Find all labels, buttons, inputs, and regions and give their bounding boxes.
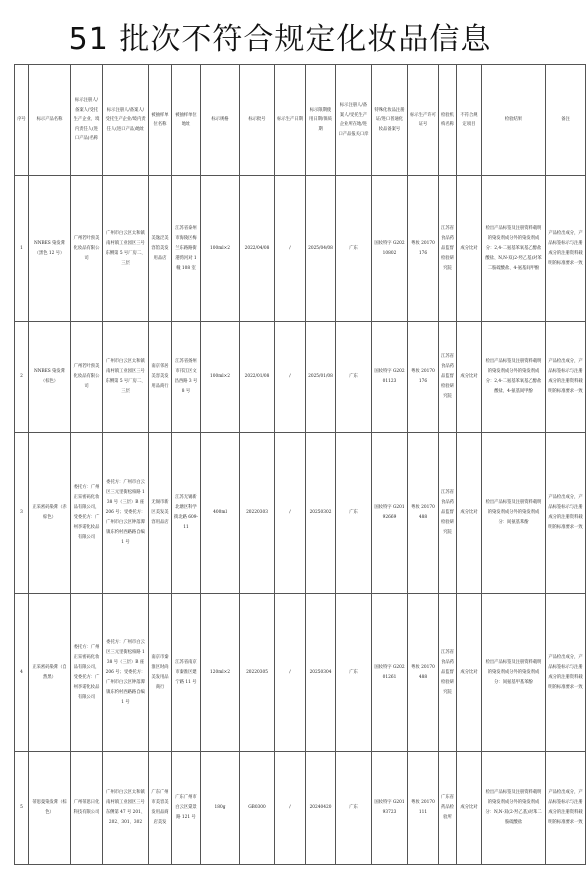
cell-result: 检出产品标签及注册资料载明的染发剂成分外的染发剂成分：2,4-二氨基苯氧基乙醇盐酸盐、4-氨基间甲酚 xyxy=(482,322,546,433)
cell-origin: 广东 xyxy=(336,176,372,322)
cell-company-address: 广州市白云区太和镇南村镇工业园区三号东侧第 5 号厂房二、三层 xyxy=(103,322,149,433)
cell-failed-item: 成分比对 xyxy=(457,752,482,865)
cell-lab: 江苏省食品药品监督检验研究院 xyxy=(439,433,457,594)
cell-failed-item: 成分比对 xyxy=(457,176,482,322)
cell-result: 检出产品标签及注册资料载明的染发剂成分外的染发剂成分：间氨基苯酚 xyxy=(482,433,546,594)
cell-lab: 江苏省食品药品监督检验研究院 xyxy=(439,594,457,752)
cell-license: 粤妆 20170488 xyxy=(408,594,439,752)
table-row xyxy=(15,322,586,433)
cell-sampled-address: 江苏省南京市秦淮区建宁路 11 号 xyxy=(172,594,201,752)
cell-batch: 2022/04/08 xyxy=(240,176,275,322)
cell-sampled-address: 江苏省泰州市海陵区梅兰东路路街港湾河对 1 幢 108 室 xyxy=(172,176,201,322)
cell-registration: 国妆特字 G20201123 xyxy=(372,322,408,433)
cell-license: 粤妆 20170111 xyxy=(408,752,439,865)
cell-sampled-unit: 无锡市新区美发美容用品店 xyxy=(149,433,172,594)
cell-result: 检出产品标签及注册资料载明的染发剂成分外的染发剂成分：N,N-双(2-羟乙基)对苯二胺硫酸盐 xyxy=(482,752,546,865)
table-row xyxy=(15,594,586,752)
cell-expiry: 20250302 xyxy=(306,433,336,594)
cell-product: 正采密码染膏（赤棕色） xyxy=(29,433,71,594)
cell-note: 产品检出成分，产品标签标示与注册成分的注册资料载明的标准要求一致 xyxy=(546,594,586,752)
cell-company-address: 委托方：广州市白云区三元里街松柏路 138 号（三层）B 座 206 号；受委托方：广州市白云区钟落潭镇东约村西路路自编 1 号 xyxy=(103,594,149,752)
cell-failed-item: 成分比对 xyxy=(457,322,482,433)
cell-expiry: 20250304 xyxy=(306,594,336,752)
cell-sampled-unit: 美逸泛美容馆美发用品店 xyxy=(149,176,172,322)
cell-expiry: 2025/01/08 xyxy=(306,322,336,433)
cell-batch: 20220305 xyxy=(240,594,275,752)
col-header: 特殊化妆品注册证/进口普通化妆品备案号 xyxy=(372,65,408,176)
table-row xyxy=(15,752,586,865)
cell-no: 2 xyxy=(15,322,29,433)
cell-license: 粤妆 20170488 xyxy=(408,433,439,594)
cell-result: 检出产品标签及注册资料载明的染发剂成分外的染发剂成分：间氨基甲基苯酚 xyxy=(482,594,546,752)
cell-note: 产品检出成分，产品标签标示与注册成分的注册资料载明的标准要求一致 xyxy=(546,433,586,594)
cell-sampled-address: 江苏省扬州市邗江区文昌西路 3 号 8 号 xyxy=(172,322,201,433)
cell-note: 产品检出成分，产品标签标示与注册成分的注册资料载明的标准要求一致 xyxy=(546,176,586,322)
col-header: 被抽样单位名称 xyxy=(149,65,172,176)
cell-sampled-address: 江苏无锡新北塘区科学街北路 609-11 xyxy=(172,433,201,594)
results-table xyxy=(14,64,586,865)
cell-no: 1 xyxy=(15,176,29,322)
col-header: 检验结果 xyxy=(482,65,546,176)
cell-company: 广州若叶预美化妆品有限公司 xyxy=(71,322,103,433)
cell-spec: 400ml xyxy=(201,433,240,594)
cell-company: 广州蒂思日化科技有限公司 xyxy=(71,752,103,865)
col-header: 序号 xyxy=(15,65,29,176)
col-header: 标示规格 xyxy=(201,65,240,176)
cell-registration: 国妆特字 G20192669 xyxy=(372,433,408,594)
cell-spec: 100ml×2 xyxy=(201,176,240,322)
cell-batch: 20220303 xyxy=(240,433,275,594)
cell-lab: 广东省药品检验所 xyxy=(439,752,457,865)
col-header: 标示注册人/备案人/受托生产企业所在地/进口产品报关口岸 xyxy=(336,65,372,176)
cell-company: 委托方：广州正采密码化妆品有限公司，受委托方：广州李诺化妆品有限公司 xyxy=(71,594,103,752)
cell-spec: 120ml×2 xyxy=(201,594,240,752)
cell-product: 正采密码染膏（自然黑） xyxy=(29,594,71,752)
cell-no: 3 xyxy=(15,433,29,594)
cell-lab: 江苏省食品药品监督检验研究院 xyxy=(439,176,457,322)
cell-license: 粤妆 20170176 xyxy=(408,176,439,322)
cell-production-date: / xyxy=(275,433,306,594)
col-header: 备注 xyxy=(546,65,586,176)
col-header: 标示批号 xyxy=(240,65,275,176)
col-header: 标示注册人/备案人/受托生产企业、境内责任人(进口产品)名称 xyxy=(71,65,103,176)
cell-note: 产品检出成分，产品标签标示与注册成分的注册资料载明的标准要求一致 xyxy=(546,752,586,865)
cell-product: NNBES 染发膏（棕色） xyxy=(29,322,71,433)
cell-batch: GB0300 xyxy=(240,752,275,865)
cell-no: 4 xyxy=(15,594,29,752)
cell-production-date: / xyxy=(275,594,306,752)
col-header: 标示产品名称 xyxy=(29,65,71,176)
table-row xyxy=(15,433,586,594)
cell-company-address: 广州市白云区太和镇南村镇工业园区三号东侧第 5 号厂房二、三层 xyxy=(103,176,149,322)
cell-sampled-unit: 南京市秦淮区时尚美发用品商行 xyxy=(149,594,172,752)
cell-spec: 100ml×2 xyxy=(201,322,240,433)
cell-company-address: 委托方：广州市白云区三元里街松柏路 138 号（三层）B 座 206 号；受委托方：广州市白云区钟落潭镇东约村西路路自编 1 号 xyxy=(103,433,149,594)
cell-company: 委托方：广州正采密码化妆品有限公司，受委托方：广州李诺化妆品有限公司 xyxy=(71,433,103,594)
cell-company: 广州若叶预美化妆品有限公司 xyxy=(71,176,103,322)
cell-lab: 江苏省食品药品监督检验研究院 xyxy=(439,322,457,433)
cell-expiry: 20240420 xyxy=(306,752,336,865)
cell-company-address: 广州市白云区太和镇南村镇工业园区三号东侧第 47 号 201、202、301、302 xyxy=(103,752,149,865)
cell-origin: 广东 xyxy=(336,594,372,752)
cell-production-date: / xyxy=(275,322,306,433)
cell-production-date: / xyxy=(275,176,306,322)
col-header: 检验机构名称 xyxy=(439,65,457,176)
cell-registration: 国妆特字 G20193723 xyxy=(372,752,408,865)
cell-origin: 广东 xyxy=(336,322,372,433)
cell-result: 检出产品标签及注册资料载明的染发剂成分外的染发剂成分：2,4-二氨基苯氧基乙醇盐酸盐、N,N-双(2-羟乙基)对苯二胺硫酸盐、4-氨基间甲酚 xyxy=(482,176,546,322)
col-header: 标示限期使用日期/保质期 xyxy=(306,65,336,176)
cell-expiry: 2025/04/08 xyxy=(306,176,336,322)
col-header: 标示注册人/备案人/受托生产企业/境内责任人(进口产品)地址 xyxy=(103,65,149,176)
cell-no: 5 xyxy=(15,752,29,865)
cell-registration: 国妆特字 G20201261 xyxy=(372,594,408,752)
cell-product: NNBES 染发膏（黑色 12 号） xyxy=(29,176,71,322)
cell-sampled-address: 广东广州市白云区棠景路 121 号 xyxy=(172,752,201,865)
cell-spec: 180g xyxy=(201,752,240,865)
cell-failed-item: 成分比对 xyxy=(457,433,482,594)
cell-production-date: / xyxy=(275,752,306,865)
cell-sampled-unit: 南京邻居美容美发用品商行 xyxy=(149,322,172,433)
cell-sampled-unit: 广东广州市美容美发用品商店美发 xyxy=(149,752,172,865)
cell-product: 蒂思曼染发膏（棕色） xyxy=(29,752,71,865)
col-header: 被抽样单位地址 xyxy=(172,65,201,176)
table-row xyxy=(15,176,586,322)
cell-batch: 2022/01/08 xyxy=(240,322,275,433)
cell-note: 产品检出成分，产品标签标示与注册成分的注册资料载明的标准要求一致 xyxy=(546,322,586,433)
page-title: 51 批次不符合规定化妆品信息 xyxy=(68,22,492,57)
cell-origin: 广东 xyxy=(336,433,372,594)
cell-failed-item: 成分比对 xyxy=(457,594,482,752)
col-header: 标示生产日期 xyxy=(275,65,306,176)
cell-origin: 广东 xyxy=(336,752,372,865)
cell-registration: 国妆特字 G20210802 xyxy=(372,176,408,322)
col-header: 不符合规定项目 xyxy=(457,65,482,176)
col-header: 标示生产许可证号 xyxy=(408,65,439,176)
cell-license: 粤妆 20170176 xyxy=(408,322,439,433)
table-header-row xyxy=(15,65,586,176)
